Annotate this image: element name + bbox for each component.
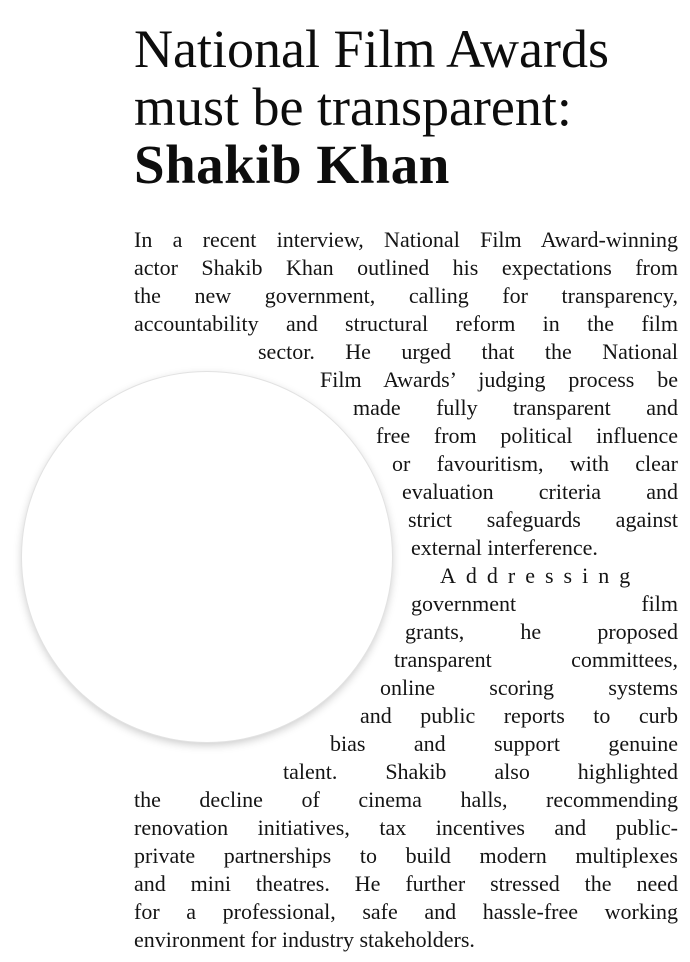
body-line: government film (411, 591, 678, 616)
body-line: Film Awards’ judging process be (320, 367, 678, 392)
body-line: online scoring systems (380, 675, 678, 700)
body-line: sector. He urged that the National (258, 339, 678, 364)
body-line: bias and support genuine (330, 731, 678, 756)
body-line: and mini theatres. He further stressed the need (134, 871, 678, 896)
body-line: evaluation criteria and (402, 479, 678, 504)
body-line: external interference. (411, 535, 598, 560)
body-line: Addressing (440, 563, 641, 588)
body-line: private partnerships to build modern multiplexes (134, 843, 678, 868)
body-line: the new government, calling for transparency, (134, 283, 678, 308)
body-line: talent. Shakib also highlighted (283, 759, 678, 784)
article-headline (134, 20, 690, 194)
body-line: made fully transparent and (353, 395, 678, 420)
article-circle-image (22, 372, 392, 742)
body-line: for a professional, safe and hassle-free working (134, 899, 678, 924)
body-line: In a recent interview, National Film Award-winning (134, 227, 678, 252)
body-line: the decline of cinema halls, recommending (134, 787, 678, 812)
body-line: and public reports to curb (360, 703, 678, 728)
body-line: transparent committees, (394, 647, 678, 672)
headline-line-3: Shakib Khan (134, 134, 450, 195)
body-line: strict safeguards against (408, 507, 678, 532)
headline-line-2: must be transparent: (134, 77, 572, 137)
body-line: grants, he proposed (405, 619, 678, 644)
body-line: free from political influence (376, 423, 678, 448)
body-line: or favouritism, with clear (392, 451, 678, 476)
body-line: actor Shakib Khan outlined his expectations from (134, 255, 678, 280)
body-line: environment for industry stakeholders. (134, 927, 475, 952)
headline-line-1: National Film Awards (134, 19, 610, 79)
body-line: accountability and structural reform in the film (134, 311, 678, 336)
body-line: renovation initiatives, tax incentives and public- (134, 815, 678, 840)
